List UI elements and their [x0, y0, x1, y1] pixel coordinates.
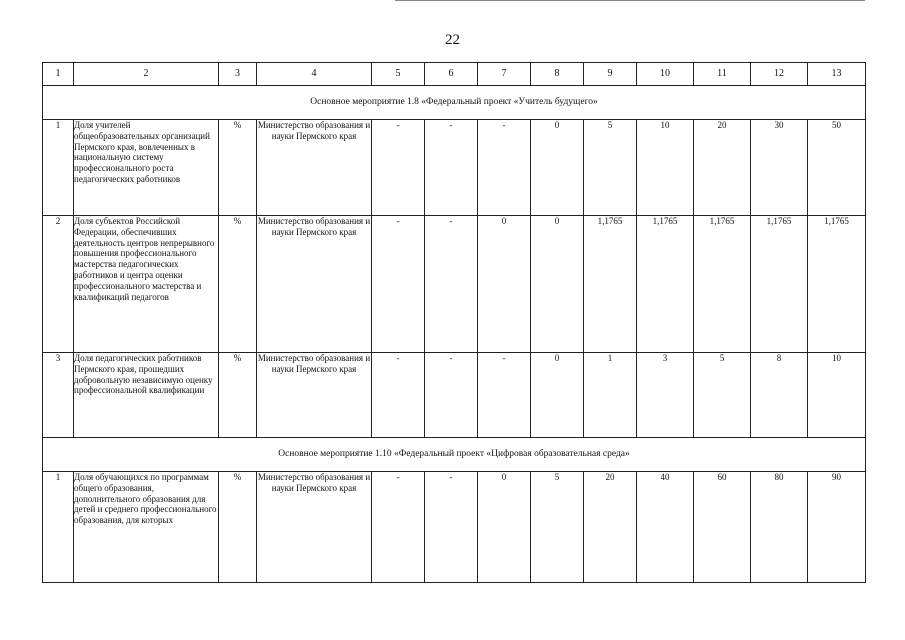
unit-cell: %: [219, 120, 257, 216]
column-header: 5: [372, 63, 425, 86]
column-header: 1: [43, 63, 74, 86]
value-cell: -: [478, 353, 531, 438]
column-header: 11: [694, 63, 751, 86]
value-cell: 10: [808, 353, 866, 438]
value-cell: 5: [584, 120, 637, 216]
value-cell: 50: [808, 120, 866, 216]
value-cell: 40: [637, 472, 694, 583]
value-cell: 10: [637, 120, 694, 216]
column-header: 3: [219, 63, 257, 86]
executor-cell: Министерство образования и науки Пермского края: [257, 120, 372, 216]
value-cell: 90: [808, 472, 866, 583]
table-row: [43, 120, 866, 216]
page-number: 22: [445, 32, 460, 48]
row-number: 1: [43, 120, 74, 216]
executor-cell: Министерство образования и науки Пермского края: [257, 216, 372, 353]
column-header: 4: [257, 63, 372, 86]
value-cell: 1,1765: [808, 216, 866, 353]
unit-cell: %: [219, 353, 257, 438]
section-row: [43, 438, 866, 472]
value-cell: 20: [584, 472, 637, 583]
table-row: [43, 472, 866, 583]
executor-cell: Министерство образования и науки Пермского края: [257, 353, 372, 438]
column-header: 13: [808, 63, 866, 86]
value-cell: 80: [751, 472, 808, 583]
value-cell: 1,1765: [751, 216, 808, 353]
value-cell: 8: [751, 353, 808, 438]
column-header: 6: [425, 63, 478, 86]
top-rule: [395, 0, 865, 1]
indicators-table: [42, 62, 866, 583]
value-cell: 0: [478, 216, 531, 353]
section-title: Основное мероприятие 1.10 «Федеральный проект «Цифровая образовательная среда»: [43, 438, 866, 472]
column-header: 2: [74, 63, 219, 86]
value-cell: -: [425, 353, 478, 438]
value-cell: 0: [531, 120, 584, 216]
row-number: 3: [43, 353, 74, 438]
section-row: [43, 86, 866, 120]
row-number: 2: [43, 216, 74, 353]
value-cell: 60: [694, 472, 751, 583]
value-cell: -: [425, 216, 478, 353]
value-cell: 0: [531, 216, 584, 353]
value-cell: 1: [584, 353, 637, 438]
table-row: [43, 353, 866, 438]
value-cell: -: [372, 353, 425, 438]
table-row: [43, 216, 866, 353]
section-title: Основное мероприятие 1.8 «Федеральный проект «Учитель будущего»: [43, 86, 866, 120]
column-header: 10: [637, 63, 694, 86]
row-number: 1: [43, 472, 74, 583]
value-cell: 30: [751, 120, 808, 216]
unit-cell: %: [219, 216, 257, 353]
column-header: 8: [531, 63, 584, 86]
indicator-name: Доля обучающихся по программам общего образования, дополнительного образования для детей и среднего профессионального образования, для которых: [74, 472, 219, 583]
value-cell: -: [372, 216, 425, 353]
value-cell: -: [372, 472, 425, 583]
value-cell: -: [372, 120, 425, 216]
indicator-name: Доля педагогических работников Пермского края, прошедших добровольную независимую оценку профессиональной квалификации: [74, 353, 219, 438]
unit-cell: %: [219, 472, 257, 583]
value-cell: 5: [694, 353, 751, 438]
column-header: 9: [584, 63, 637, 86]
indicator-name: Доля учителей общеобразовательных организаций Пермского края, вовлеченных в национальную систему профессионального роста педагогических работников: [74, 120, 219, 216]
header-row: [43, 63, 866, 86]
value-cell: 1,1765: [584, 216, 637, 353]
value-cell: -: [478, 120, 531, 216]
column-header: 12: [751, 63, 808, 86]
value-cell: 20: [694, 120, 751, 216]
column-header: 7: [478, 63, 531, 86]
value-cell: -: [425, 472, 478, 583]
value-cell: 5: [531, 472, 584, 583]
value-cell: 0: [531, 353, 584, 438]
value-cell: -: [425, 120, 478, 216]
value-cell: 1,1765: [637, 216, 694, 353]
value-cell: 3: [637, 353, 694, 438]
executor-cell: Министерство образования и науки Пермского края: [257, 472, 372, 583]
value-cell: 1,1765: [694, 216, 751, 353]
value-cell: 0: [478, 472, 531, 583]
indicator-name: Доля субъектов Российской Федерации, обеспечивших деятельность центров непрерывного повышения профессионального мастерства педагогических работников и центра оценки профессионального мастерства и квалификаций педагогов: [74, 216, 219, 353]
